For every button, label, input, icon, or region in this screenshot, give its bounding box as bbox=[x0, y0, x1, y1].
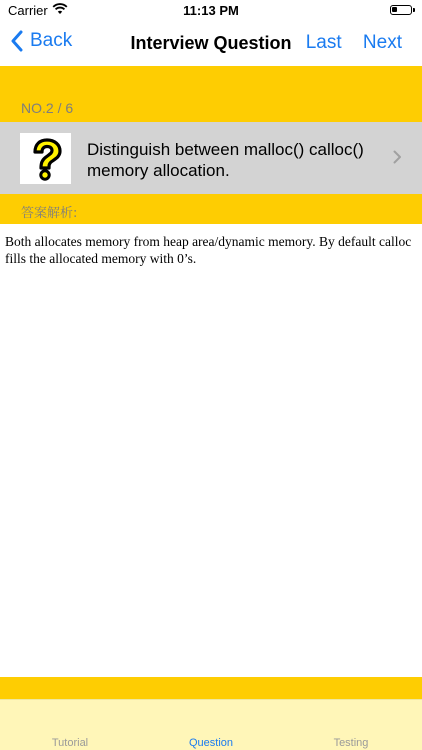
question-mark-icon bbox=[20, 133, 71, 184]
back-button[interactable] bbox=[10, 30, 72, 52]
question-text: Distinguish between malloc() calloc() memory allocation. bbox=[87, 140, 364, 180]
question-counter: NO.2 / 6 bbox=[21, 100, 74, 116]
back-label: Back bbox=[30, 30, 73, 51]
chevron-left-icon bbox=[10, 30, 24, 52]
bottom-band bbox=[0, 677, 422, 699]
status-time: 11:13 PM bbox=[183, 3, 239, 18]
tab-question[interactable]: Question bbox=[188, 737, 234, 749]
question-header bbox=[0, 66, 422, 122]
tab-testing[interactable]: Testing bbox=[333, 737, 369, 749]
tab-bar bbox=[0, 699, 422, 750]
navigation-bar bbox=[0, 22, 422, 66]
tab-tutorial[interactable]: Tutorial bbox=[51, 737, 89, 749]
answer-text: Both allocates memory from heap area/dynamic memory. By default calloc fills the allocated memory with 0’s. bbox=[5, 234, 412, 266]
question-row[interactable] bbox=[0, 122, 422, 194]
page-title: Interview Question bbox=[130, 33, 292, 53]
last-button[interactable]: Last bbox=[305, 32, 342, 53]
carrier-label: Carrier bbox=[8, 3, 48, 18]
answer-header-label: 答案解析: bbox=[21, 206, 78, 221]
answer-header bbox=[0, 194, 422, 224]
nav-right-buttons bbox=[290, 32, 402, 54]
next-button[interactable]: Next bbox=[362, 32, 402, 53]
status-bar bbox=[0, 0, 422, 22]
battery-icon bbox=[390, 5, 412, 15]
chevron-right-icon bbox=[393, 150, 402, 164]
